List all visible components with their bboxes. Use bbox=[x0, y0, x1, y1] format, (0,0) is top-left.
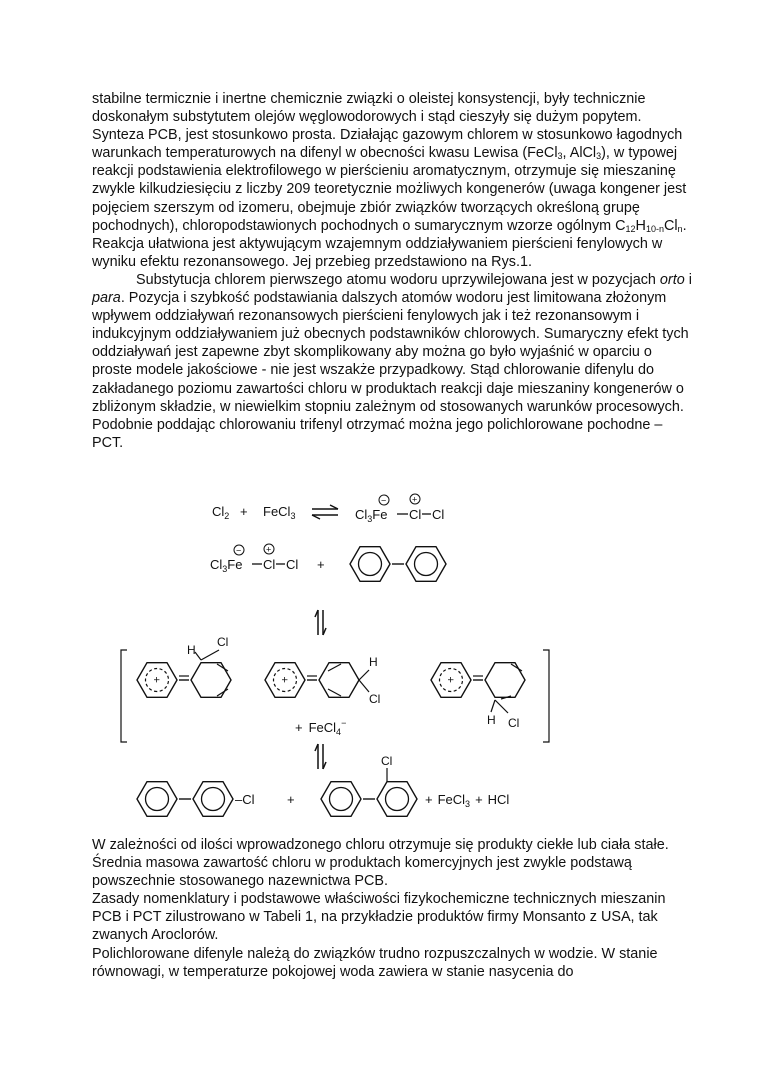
equilibrium-arrow-icon bbox=[312, 505, 338, 519]
paragraph-1: stabilne termicznie i inertne chemicznie związki o oleistej konsystencji, były technicznie doskonałym substytutem olejów węglowodorowych i stąd cieszyły się dużym popytem. Synteza PCB, jest stosunkowo prosta. Działając gazowym chlorem w stosunkowo łagodnych warunkach temperaturowych na difenyl w obecności kwasu Lewisa (FeCl$_3$, AlCl$_3$), w typowej reakcji podstawienia elektrofilowego w pierścieniu aromatycznym, otrzymuje się mieszaninę zwykle kilkudziesięciu z liczby 209 teoretycznie możliwych kongenerów (uwaga kongener jest pojęciem szerszym od izomeru, obejmuje zbiór związków tworzących określoną grupę pochodnych), chloropodstawionych pochodnych o sumarycznym wzorze ogólnym $C_{12}H_{10-n}Cl_n$. Reakcja ułatwiona jest aktywującym wzajemnym oddziaływaniem pierścieni fenylowych w wyniku efektu rezonansowego. Jej przebieg przedstawiono na Rys.1. bbox=[92, 91, 687, 270]
svg-text:−: − bbox=[381, 495, 387, 506]
reaction-scheme-figure: + $Cl_2$ + FeCl$_3$ $Cl_3Fe$ Cl Cl − + $Cl_3Fe$ Cl Cl − + + H Cl H Cl H Cl + FeCl$_4$− –Cl + Cl + FeCl$_3$ + HCl bbox=[115, 492, 555, 832]
svg-text:+FeCl4−: + FeCl$_4$− bbox=[295, 718, 347, 737]
svg-text:Cl: Cl bbox=[217, 635, 229, 649]
svg-text:–Cl: –Cl bbox=[235, 792, 255, 807]
reaction-row-2 bbox=[210, 544, 446, 581]
svg-text:Cl: Cl bbox=[369, 692, 381, 706]
biphenyl-structure bbox=[350, 547, 446, 582]
svg-text:+: + bbox=[266, 544, 272, 555]
svg-text:Cl: Cl bbox=[409, 507, 422, 522]
paragraph-4: Zasady nomenklatury i podstawowe właściwości fizykochemiczne technicznych mieszanin PCB i PCT zilustrowano w Tabeli 1, na przykładzie produktów firmy Monsanto z USA, tak zwanych Aroclorów. bbox=[92, 891, 666, 944]
svg-text:Cl: Cl bbox=[432, 507, 445, 522]
svg-text:Cl: Cl bbox=[263, 557, 276, 572]
resonance-structures bbox=[121, 635, 549, 742]
text-block-bottom bbox=[92, 836, 692, 981]
svg-text:+FeCl3+HCl: + FeCl$_3$ + HCl bbox=[425, 792, 510, 809]
equilibrium-arrow-vertical-icon bbox=[315, 610, 326, 635]
svg-text:+: + bbox=[240, 504, 248, 519]
reaction-row-1 bbox=[212, 494, 444, 524]
svg-text:+: + bbox=[412, 494, 418, 505]
svg-text:Cl: Cl bbox=[381, 754, 393, 768]
text-block-top bbox=[92, 90, 692, 452]
paragraph-2: Substytucja chlorem pierwszego atomu wodoru uprzywilejowana jest w pozycjach orto i para. Pozycja i szybkość podstawiania dalszych atomów wodoru jest limitowana złożonym wpływem oddziaływań rezonansowych pierścieni fenylowych jak i też rezonansowym i indukcyjnym oddziaływaniem już obecnych podstawników chlorowych. Sumaryczny efekt tych oddziaływań jest zapewne zbyt skomplikowany aby można go było wyjaśnić w oparciu o proste modele jakościowe - nie jest wszakże przypadkowy. Stąd chlorowanie difenylu do zakładanego poziomu zawartości chloru w produktach reakcji daje mieszaniny kongenerów o zbliżonym składzie, w niewielkim stopniu zależnym od stosowanych warunków procesowych. Podobnie poddając chlorowaniu trifenyl otrzymać można jego polichlorowane pochodne – PCT. bbox=[92, 271, 692, 451]
svg-text:Cl3Fe: $Cl_3Fe$ bbox=[355, 507, 388, 524]
svg-text:Cl3Fe: $Cl_3Fe$ bbox=[210, 557, 243, 574]
svg-text:Cl2: $Cl_2$ bbox=[212, 504, 230, 521]
svg-text:Cl: Cl bbox=[286, 557, 299, 572]
svg-text:+: + bbox=[317, 557, 325, 572]
svg-text:H: H bbox=[487, 713, 496, 727]
svg-text:Cl: Cl bbox=[508, 716, 520, 730]
equilibrium-arrow-vertical-icon-2 bbox=[315, 744, 326, 769]
svg-text:H: H bbox=[187, 643, 196, 657]
svg-text:+: + bbox=[287, 792, 295, 807]
svg-text:−: − bbox=[236, 545, 242, 556]
svg-text:FeCl3: FeCl$_3$ bbox=[263, 504, 296, 521]
paragraph-3: W zależności od ilości wprowadzonego chloru otrzymuje się produkty ciekłe lub ciała stałe. Średnia masowa zawartość chloru w produktach komercyjnych jest zwykle podstawą powszechnie stosowanego nazewnictwa PCB. bbox=[92, 837, 669, 890]
paragraph-5: Polichlorowane difenyle należą do związków trudno rozpuszczalnych w wodzie. W stanie równowagi, w temperaturze pokojowej woda zawiera w stanie nasycenia do bbox=[92, 945, 658, 980]
svg-text:H: H bbox=[369, 655, 378, 669]
